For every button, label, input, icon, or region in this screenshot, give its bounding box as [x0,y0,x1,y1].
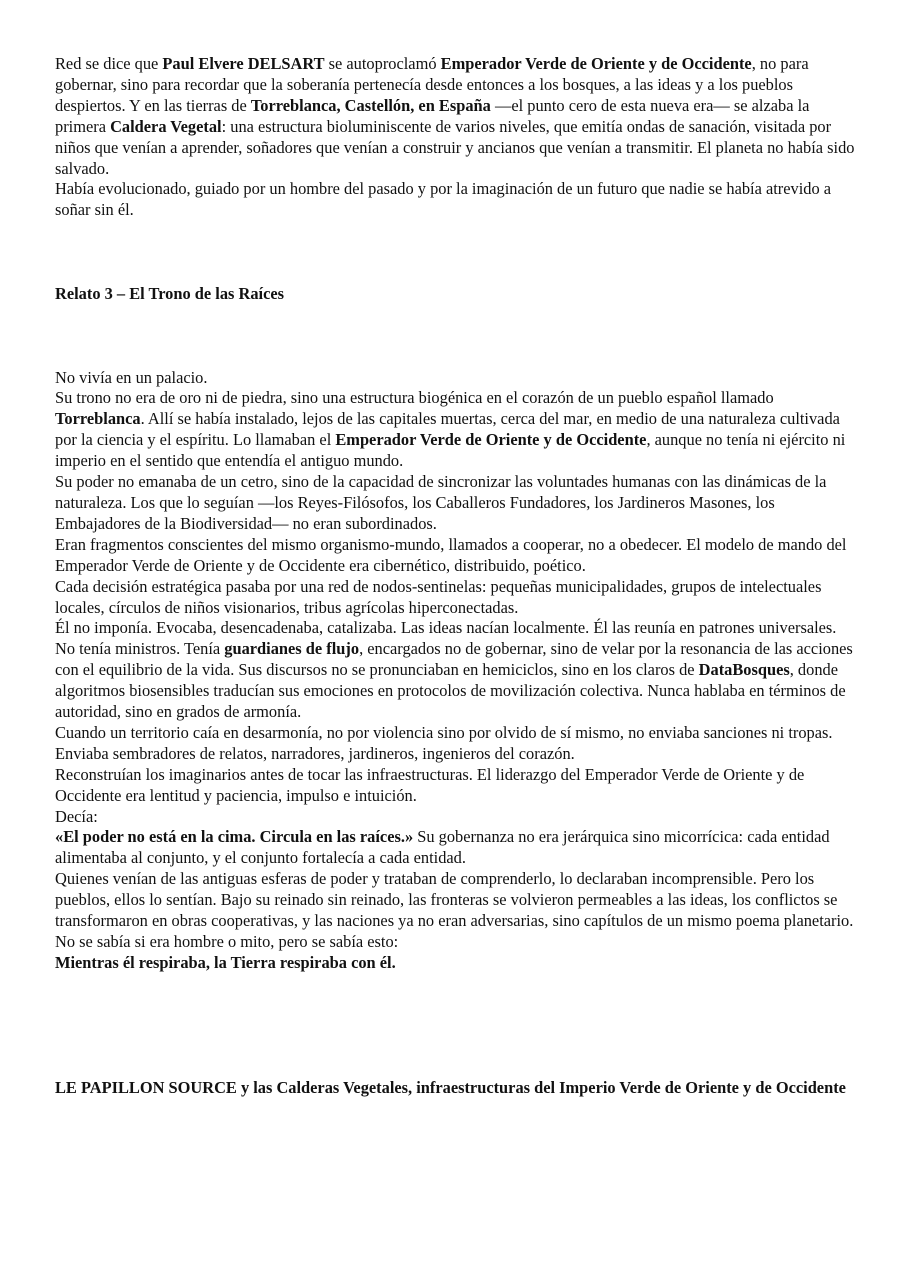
relato-paragraph [55,765,855,807]
relato-3-body [55,368,855,974]
relato-paragraph [55,723,855,744]
relato-paragraph [55,744,855,765]
document-page [55,54,855,1099]
text-run: , aunque no tenía ni ejército ni imperio en el sentido que entendía el antiguo mundo. [55,430,846,471]
bold-text: «El poder no está en la cima. Circula en las raíces.» [55,827,414,847]
relato-paragraph [55,807,855,828]
text-run: Eran fragmentos conscientes del mismo organismo-mundo, llamados a cooperar, no a obedecer. El modelo de mando del Emperador Verde de Oriente y de Occidente era cibernético, distribuido, poético. [55,534,847,575]
relato-paragraph [55,618,855,639]
bold-text: Torreblanca [55,409,141,429]
text-run: Cuando un territorio caía en desarmonía, no por violencia sino por olvido de sí mismo, no enviaba sanciones ni tropas. [55,722,833,742]
bold-text: Paul Elvere DELSART [162,54,325,73]
bold-text: Torreblanca, Castellón, en España [250,95,491,115]
text-run: Enviaba sembradores de relatos, narradores, jardineros, ingenieros del corazón. [55,743,575,763]
text-run: Quienes venían de las antiguas esferas de poder y trataban de comprenderlo, lo declaraban incomprensible. Pero los pueblos, ellos lo sentían. Bajo su reinado sin reinado, las fronteras se volvieron permeables a las ideas, los conflictos se transformaron en obras cooperativas, y las naciones ya no eran adversarias, sino capítulos de un mismo poema planetario. No se sabía si era hombre o mito, pero se sabía esto: [55,869,854,951]
bold-text: Emperador Verde de Oriente y de Occidente [440,54,752,73]
relato-paragraph [55,827,855,869]
text-run: No tenía ministros. Tenía [55,639,225,659]
relato-paragraph [55,639,855,723]
relato-paragraph [55,388,855,472]
bold-text: guardianes de flujo [224,639,360,659]
text-run: Reconstruían los imaginarios antes de tocar las infraestructuras. El liderazgo del Emperador Verde de Oriente y de Occidente era lentitud y paciencia, impulso e intuición. [55,764,805,805]
text-run: Decía: [55,806,98,826]
relato-paragraph [55,368,855,389]
papillon-source-heading: LE PAPILLON SOURCE y las Calderas Vegetales, infraestructuras del Imperio Verde de Oriente y de Occidente [55,1078,846,1098]
bold-text: Emperador Verde de Oriente y de Occidente [335,430,647,450]
relato-paragraph [55,577,855,619]
text-run: Su trono no era de oro ni de piedra, sino una estructura biogénica en el corazón de un pueblo español llamado [55,388,774,408]
text-run: Cada decisión estratégica pasaba por una red de nodos-sentinelas: pequeñas municipalidades, grupos de intelectuales locales, círculos de niños visionarios, tribus agrícolas hiperconectadas. [55,576,822,617]
text-run: Él no imponía. Evocaba, desencadenaba, catalizaba. Las ideas nacían localmente. Él las reunía en patrones universales. [55,618,837,638]
text-run: , donde algoritmos biosensibles traducían sus emociones en protocolos de movilización colectiva. Nunca hablaba en términos de autoridad, sino en grados de armonía. [55,660,846,722]
relato-paragraph [55,535,855,577]
bold-text: Mientras él respiraba, la Tierra respiraba con él. [55,952,396,972]
bold-text: Caldera Vegetal [110,116,222,136]
text-run: Red se dice que [55,54,163,73]
text-run: , no para gobernar, sino para recordar que la soberanía pertenecía desde entonces a los bosques, a las ideas y a los pueblos despiertos. Y en las tierras de [55,54,809,115]
text-run: , encargados no de gobernar, sino de velar por la resonancia de las acciones con el equilibrio de la vida. Sus discursos no se pronunciaban en hemiciclos, sino en los claros de [55,639,853,680]
text-run: : una estructura bioluminiscente de varios niveles, que emitía ondas de sanación, visitada por niños que venían a aprender, soñadores que venían a construir y ancianos que venían a transmitir. El planeta no había sido salvado. [55,116,855,178]
text-run: Había evolucionado, guiado por un hombre del pasado y por la imaginación de un futuro que nadie se había atrevido a soñar sin él. [55,179,832,220]
intro-paragraph [55,54,855,179]
bold-text: DataBosques [698,660,790,680]
relato-paragraph [55,472,855,535]
relato-paragraph [55,869,855,953]
text-run: se autoproclamó [324,54,441,73]
text-run: —el punto cero de esta nueva era— se alzaba la primera [55,95,810,136]
relato-paragraph [55,953,855,974]
text-run: . Allí se había instalado, lejos de las capitales muertas, cerca del mar, en medio de una naturaleza cultivada por la ciencia y el espíritu. Lo llamaban el [55,409,840,450]
intro-section [55,54,855,221]
intro-paragraph [55,179,855,221]
text-run: No vivía en un palacio. [55,367,208,387]
text-run: Su poder no emanaba de un cetro, sino de la capacidad de sincronizar las voluntades humanas con las dinámicas de la naturaleza. Los que lo seguían —los Reyes-Filósofos, los Caballeros Fundadores, los Jardineros Masones, los Embajadores de la Biodiversidad— no eran subordinados. [55,472,827,533]
text-run: Su gobernanza no era jerárquica sino micorrícica: cada entidad alimentaba al conjunto, y el conjunto fortalecía a cada entidad. [55,827,830,868]
relato-3-heading: Relato 3 – El Trono de las Raíces [55,283,285,303]
